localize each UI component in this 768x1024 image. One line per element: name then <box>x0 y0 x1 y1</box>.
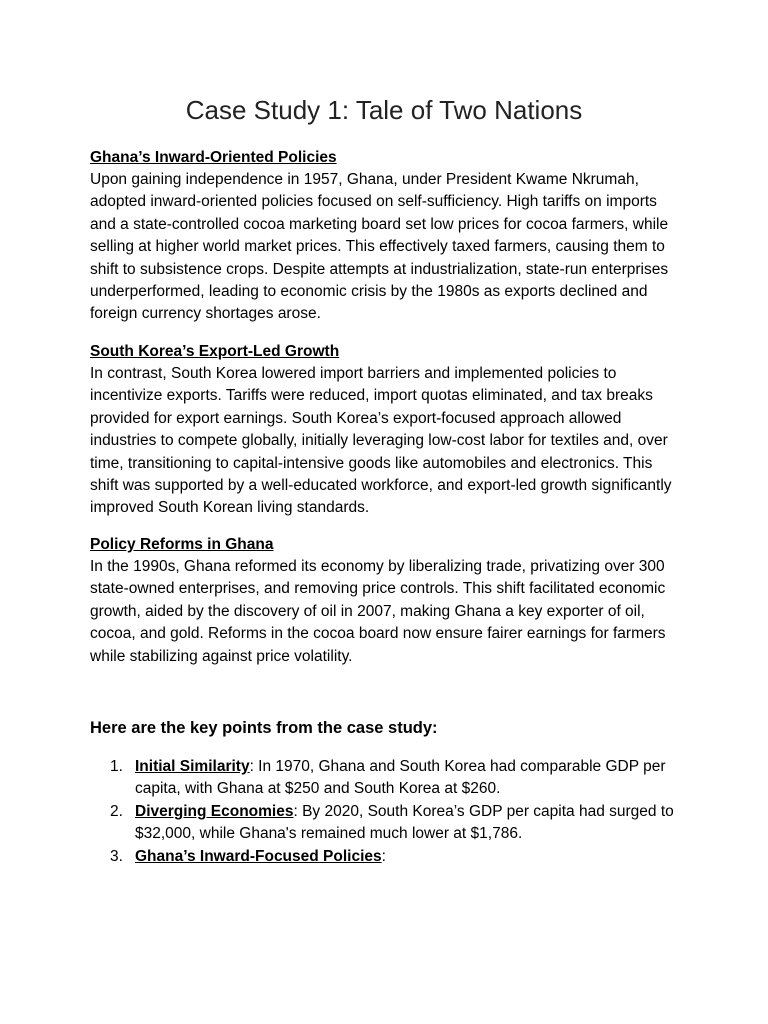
key-point-term: Diverging Economies <box>135 803 294 820</box>
key-point-number: 3. <box>110 848 123 865</box>
section-body: In the 1990s, Ghana reformed its economy by liberalizing trade, privatizing over 300 state-owned enterprises, and removing price controls. This shift facilitated economic growth, aided by the discovery of oil in 2007, making Ghana a key exporter of oil, cocoa, and gold. Reforms in the cocoa board now ensure fairer earnings for farmers while stabilizing against price volatility. <box>90 558 666 665</box>
section-heading: South Korea’s Export-Led Growth <box>90 343 340 360</box>
section-body: In contrast, South Korea lowered import barriers and implemented policies to incentivize exports. Tariffs were reduced, import quotas eliminated, and tax breaks provided for export earnings. South Korea’s export-focused approach allowed industries to compete globally, initially leveraging low-cost labor for textiles and, over time, transitioning to capital-intensive goods like automobiles and electronics. This shift was supported by a well-educated workforce, and export-led growth significantly improved South Korean living standards. <box>90 365 672 517</box>
section-south-korea-export-growth <box>90 341 680 520</box>
section-policy-reforms-ghana <box>90 534 680 668</box>
section-ghana-inward-policies <box>90 147 680 326</box>
key-point-number: 2. <box>110 803 123 820</box>
key-point-item <box>90 801 690 845</box>
page-title: Case Study 1: Tale of Two Nations <box>185 95 583 125</box>
key-points-heading: Here are the key points from the case study: <box>90 719 438 737</box>
section-heading: Ghana’s Inward-Oriented Policies <box>90 149 337 166</box>
key-point-text: : <box>381 848 386 865</box>
key-point-item <box>90 846 690 868</box>
key-points-list <box>90 756 690 869</box>
key-point-text: : In 1970, Ghana and South Korea had comparable GDP per capita, with Ghana at $250 and South Korea at $260. <box>135 758 666 797</box>
key-point-term: Ghana’s Inward-Focused Policies <box>135 848 382 865</box>
key-point-item <box>90 756 690 800</box>
key-point-text: : By 2020, South Korea’s GDP per capita had surged to $32,000, while Ghana's remained much lower at $1,786. <box>135 803 674 842</box>
key-point-term: Initial Similarity <box>135 758 250 775</box>
key-point-number: 1. <box>110 758 123 775</box>
section-heading: Policy Reforms in Ghana <box>90 536 274 553</box>
section-body: Upon gaining independence in 1957, Ghana, under President Kwame Nkrumah, adopted inward-oriented policies focused on self-sufficiency. High tariffs on imports and a state-controlled cocoa marketing board set low prices for cocoa farmers, while selling at higher world market prices. This effectively taxed farmers, causing them to shift to subsistence crops. Despite attempts at industrialization, state-run enterprises underperformed, leading to economic crisis by the 1980s as exports declined and foreign currency shortages arose. <box>90 171 669 323</box>
